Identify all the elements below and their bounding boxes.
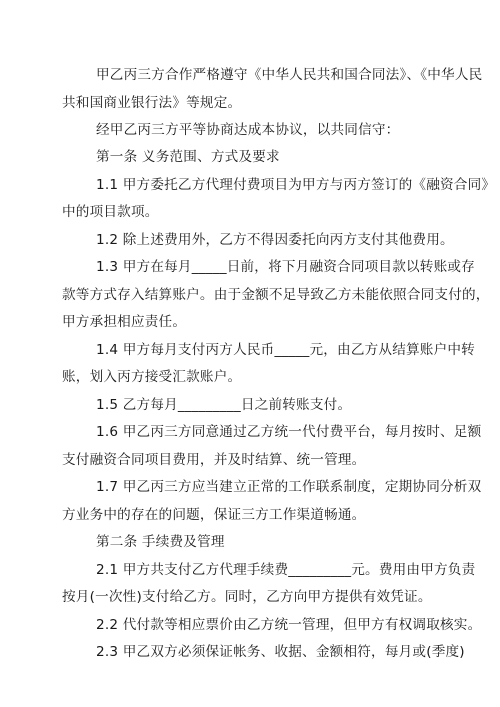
section-heading-2: 第二条 手续费及管理 [96, 534, 225, 550]
clause-1-3-line-2: 款等方式存入结算账户。由于金额不足导致乙方未能依照合同支付的， [62, 287, 490, 303]
clause-1-1-line-2: 中的项目款项。 [62, 204, 159, 220]
clause-1-7-line-2: 方业务中的存在的问题，保证三方工作渠道畅通。 [62, 507, 366, 523]
clause-1-4-line-1: 1.4 甲方每月支付丙方人民币_____元，由乙方从结算账户中转 [96, 342, 475, 358]
section-heading-1: 第一条 义务范围、方式及要求 [96, 149, 280, 165]
clause-2-1-line-2: 按月(一次性)支付给乙方。同时，乙方向甲方提供有效凭证。 [62, 589, 432, 605]
clause-1-6-line-1: 1.6 甲乙丙三方同意通过乙方统一代付费平台，每月按时、足额 [96, 424, 482, 440]
paragraph-intro-line-2: 共和国商业银行法》等规定。 [62, 95, 242, 111]
paragraph-agreement: 经甲乙丙三方平等协商达成本协议，以共同信守： [96, 122, 400, 138]
clause-1-7-line-1: 1.7 甲乙丙三方应当建立正常的工作联系制度，定期协同分析双 [96, 479, 482, 495]
clause-1-2: 1.2 除上述费用外，乙方不得因委托向丙方支付其他费用。 [96, 232, 454, 248]
clause-2-1-line-1: 2.1 甲方共支付乙方代理手续费_________元。费用由甲方负责 [96, 562, 476, 578]
clause-2-2: 2.2 代付款等相应票价由乙方统一管理，但甲方有权调取核实。 [96, 617, 482, 633]
clause-1-3-line-3: 甲方承担相应责任。 [62, 314, 187, 330]
clause-1-4-line-2: 账，划入丙方接受汇款账户。 [62, 369, 242, 385]
clause-1-5: 1.5 乙方每月_________日之前转账支付。 [96, 397, 352, 413]
paragraph-intro-line-1: 甲乙丙三方合作严格遵守《中华人民共和国合同法》、《中华人民 [96, 67, 483, 83]
clause-2-3-line-1: 2.3 甲乙双方必须保证帐务、收据、金额相符，每月或(季度) [96, 644, 465, 660]
clause-1-1-line-1: 1.1 甲方委托乙方代理付费项目为甲方与丙方签订的《融资合同》 [96, 177, 496, 193]
clause-1-6-line-2: 支付融资合同项目费用，并及时结算、统一管理。 [62, 452, 366, 468]
clause-1-3-line-1: 1.3 甲方在每月_____日前，将下月融资合同项目款以转账或存 [96, 259, 475, 275]
